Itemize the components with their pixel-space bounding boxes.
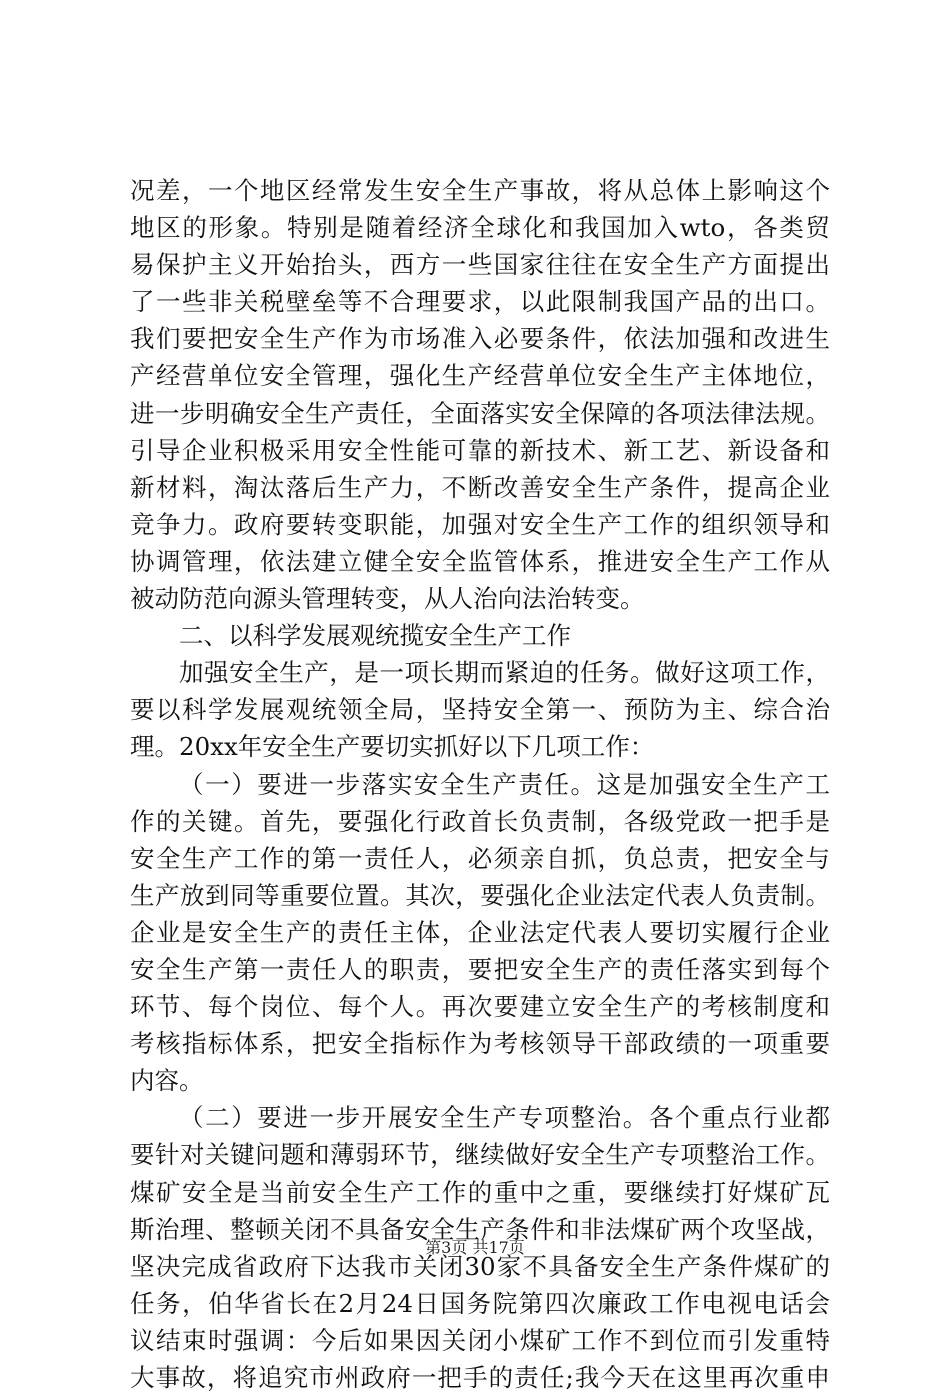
text-line: 易保护主义开始抬头，西方一些国家往往在安全生产方面提出 (130, 250, 830, 280)
text-line: 协调管理，依法建立健全安全监管体系，推进安全生产工作从 (130, 546, 830, 576)
text-line: 环节、每个岗位、每个人。再次要建立安全生产的考核制度和 (130, 992, 830, 1022)
text-line: 进一步明确安全生产责任，全面落实安全保障的各项法律法规。 (130, 398, 830, 428)
text-line: 引导企业积极采用安全性能可靠的新技术、新工艺、新设备和 (130, 435, 830, 465)
text-line: （二）要进一步开展安全生产专项整治。各个重点行业都 (179, 1103, 830, 1133)
text-line: 了一些非关税壁垒等不合理要求，以此限制我国产品的出口。 (130, 287, 830, 317)
text-line: 加强安全生产，是一项长期而紧迫的任务。做好这项工作， (179, 658, 830, 688)
text-line: 安全生产第一责任人的职责，要把安全生产的责任落实到每个 (130, 954, 830, 984)
text-line: 理。20xx年安全生产要切实抓好以下几项工作： (130, 732, 655, 762)
text-line: 竞争力。政府要转变职能，加强对安全生产工作的组织领导和 (130, 509, 830, 539)
text-line: 生产放到同等重要位置。其次，要强化企业法定代表人负责制。 (130, 880, 830, 910)
text-line: 地区的形象。特别是随着经济全球化和我国加入wto，各类贸 (130, 213, 830, 243)
text-line: 新材料，淘汰落后生产力，不断改善安全生产条件，提高企业 (130, 472, 830, 502)
text-line: 内容。 (130, 1066, 204, 1096)
text-line: 作的关键。首先，要强化行政首长负责制，各级党政一把手是 (130, 806, 830, 836)
text-line: 斯治理、整顿关闭不具备安全生产条件和非法煤矿两个攻坚战， (130, 1214, 830, 1244)
text-line: 要以科学发展观统领全局，坚持安全第一、预防为主、综合治 (130, 695, 830, 725)
text-line: 要针对关键问题和薄弱环节，继续做好安全生产专项整治工作。 (130, 1140, 830, 1170)
text-line: 考核指标体系，把安全指标作为考核领导干部政绩的一项重要 (130, 1029, 830, 1059)
text-line: 大事故，将追究市州政府一把手的责任;我今天在这里再次重申 (130, 1363, 830, 1392)
page-footer: 第3页 共17页 (425, 1238, 525, 1257)
text-line: 企业是安全生产的责任主体，企业法定代表人要切实履行企业 (130, 917, 830, 947)
document-body (130, 172, 830, 1396)
text-line: 况差，一个地区经常发生安全生产事故，将从总体上影响这个 (130, 176, 830, 205)
text-line: 议结束时强调：今后如果因关闭小煤矿工作不到位而引发重特 (130, 1325, 830, 1355)
text-line: 我们要把安全生产作为市场准入必要条件，依法加强和改进生 (130, 324, 830, 354)
text-line: 任务，伯华省长在2月24日国务院第四次廉政工作电视电话会 (130, 1288, 830, 1318)
text-line: 坚决完成省政府下达我市关闭30家不具备安全生产条件煤矿的 (130, 1251, 830, 1281)
text-line: 二、以科学发展观统揽安全生产工作 (179, 621, 571, 651)
text-line: 产经营单位安全管理，强化生产经营单位安全生产主体地位， (130, 361, 830, 391)
text-line: （一）要进一步落实安全生产责任。这是加强安全生产工 (179, 769, 830, 799)
text-line: 安全生产工作的第一责任人，必须亲自抓，负总责，把安全与 (130, 843, 830, 873)
text-line: 煤矿安全是当前安全生产工作的重中之重，要继续打好煤矿瓦 (130, 1177, 830, 1207)
text-line: 被动防范向源头管理转变，从人治向法治转变。 (130, 584, 645, 614)
